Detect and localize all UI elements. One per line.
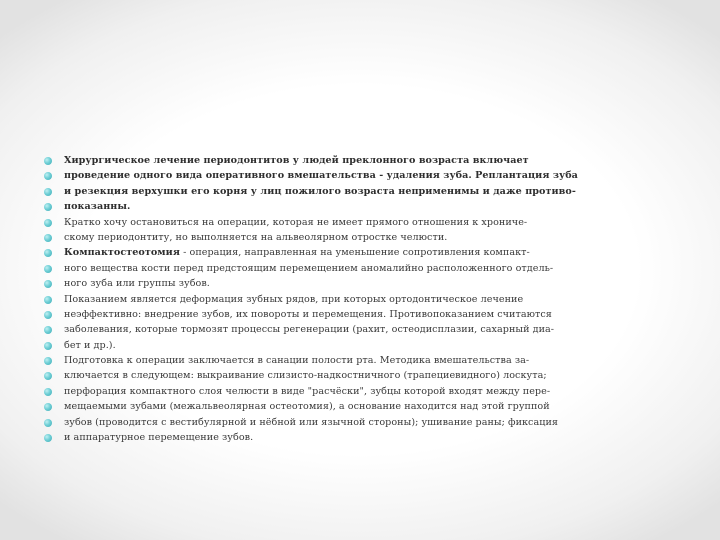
bullet-icon: [44, 403, 52, 411]
line-text: неэффективно: внедрение зубов, их повороты и перемещения. Противопоказанием считаются: [64, 308, 552, 320]
bullet-icon: [44, 219, 52, 227]
bullet-icon: [44, 234, 52, 242]
list-item: [42, 292, 602, 307]
list-item: [42, 384, 602, 399]
line-text: и аппаратурное перемещение зубов.: [64, 432, 254, 444]
list-item: [42, 322, 602, 337]
list-item: [42, 245, 602, 260]
bullet-icon: [44, 296, 52, 304]
bullet-icon: [44, 357, 52, 365]
line-text: ного вещества кости перед предстоящим перемещением аномалийно расположенного отдель-: [64, 262, 554, 274]
line-text: - операция, направленная на уменьшение сопротивления компакт-: [180, 247, 530, 259]
bullet-icon: [44, 311, 52, 319]
bold-text: Компактостеотомия: [64, 247, 180, 259]
line-text: Показанием является деформация зубных рядов, при которых ортодонтическое лечение: [64, 293, 524, 305]
bullet-icon: [44, 280, 52, 288]
line-text: ключается в следующем: выкраивание слизисто-надкостничного (трапециевидного) лоскута;: [64, 370, 547, 382]
line-text: мещаемыми зубами (межальвеолярная остеотомия), а основание находится над этой группой: [64, 401, 550, 413]
list-item: [42, 399, 602, 414]
list-item: [42, 261, 602, 276]
bold-text: показанны.: [64, 201, 131, 213]
list-item: [42, 415, 602, 430]
bold-text: проведение одного вида оперативного вмешательства - удаления зуба. Реплантация зуба: [64, 170, 578, 182]
bullet-icon: [44, 172, 52, 180]
list-item: [42, 338, 602, 353]
bullet-icon: [44, 157, 52, 165]
list-item: [42, 199, 602, 214]
bullet-icon: [44, 372, 52, 380]
line-text: зубов (проводится с вестибулярной и нёбной или язычной стороны); ушивание раны; фиксация: [64, 416, 559, 428]
list-item: [42, 368, 602, 383]
list-item: [42, 215, 602, 230]
list-item: [42, 153, 602, 168]
line-text: бет и др.).: [64, 339, 116, 351]
bullet-icon: [44, 419, 52, 427]
bullet-icon: [44, 388, 52, 396]
line-text: заболевания, которые тормозят процессы регенерации (рахит, остеодисплазии, сахарный диа-: [64, 324, 555, 336]
list-item: [42, 168, 602, 183]
bullet-icon: [44, 434, 52, 442]
bullet-icon: [44, 342, 52, 350]
list-item: [42, 430, 602, 445]
line-text: Подготовка к операции заключается в санации полости рта. Методика вмешательства за-: [64, 355, 530, 367]
bullet-icon: [44, 326, 52, 334]
bullet-list: [42, 153, 602, 445]
text-body: [42, 153, 602, 445]
line-text: Кратко хочу остановиться на операции, которая не имеет прямого отношения к хрониче-: [64, 216, 528, 228]
bullet-icon: [44, 203, 52, 211]
line-text: ного зуба или группы зубов.: [64, 278, 210, 290]
bold-text: и резекция верхушки его корня у лиц пожилого возраста неприменимы и даже противо-: [64, 185, 576, 197]
bullet-icon: [44, 249, 52, 257]
line-text: скому периодонтиту, но выполняется на альвеолярном отростке челюсти.: [64, 231, 448, 243]
line-text: перфорация компактного слоя челюсти в виде "расчёски", зубцы которой входят между пере-: [64, 385, 551, 397]
list-item: [42, 230, 602, 245]
list-item: [42, 276, 602, 291]
bullet-icon: [44, 188, 52, 196]
list-item: [42, 184, 602, 199]
bold-text: Хирургическое лечение периодонтитов у людей преклонного возраста включает: [64, 155, 529, 166]
list-item: [42, 353, 602, 368]
list-item: [42, 307, 602, 322]
bullet-icon: [44, 265, 52, 273]
